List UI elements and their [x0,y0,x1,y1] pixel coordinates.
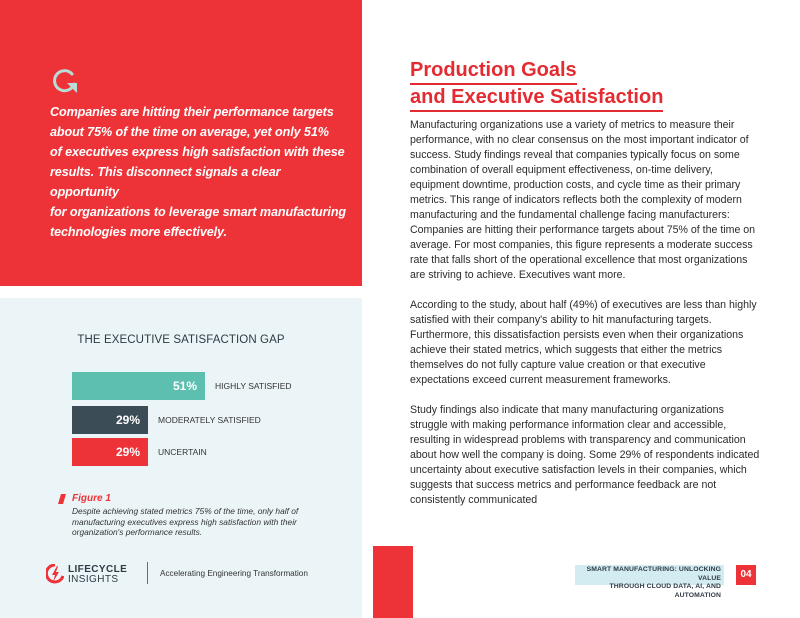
running-title [575,565,724,599]
caption-line: Despite achieving stated metrics 75% of the time, only half of [72,506,299,516]
logo-line: LIFECYCLE [68,564,128,575]
bar-category-label: UNCERTAIN [158,447,207,457]
article-body [410,118,760,523]
lifecycle-insights-logo [46,564,146,586]
quote-line: technologies more effectively. [50,225,227,239]
bar-category-label: MODERATELY SATISFIED [158,415,261,425]
bar-value-label: 51% [172,379,197,393]
figure-caption [72,506,342,538]
logo-line: INSIGHTS [68,573,119,585]
bar-uncertain [72,438,148,466]
decorative-red-strip [373,546,413,618]
paragraph: According to the study, about half (49%) of executives are less than highly satisfied with their company's ability to hit manufacturing targets. Furthermore, this dissatisfaction persists even when their organizations achieve their stated metrics, which suggests that either the metrics themselves do not fully capture value creation or that executive expectations exceed current measurement frameworks. [410,299,757,386]
running-title-line: THROUGH CLOUD DATA, AI, AND AUTOMATION [609,583,721,599]
bar-category-label: HIGHLY SATISFIED [215,381,292,391]
refresh-loop-icon [50,66,80,96]
bar-value-label: 29% [115,445,140,459]
caption-line: organization's performance results. [72,527,203,537]
quote-line: of executives express high satisfaction with these [50,145,345,159]
paragraph: Manufacturing organizations use a variety of metrics to measure their performance, with no clear consensus on the most important indicator of success. Study findings reveal that companies typically focus on some combination of overall equipment effectiveness, on-time delivery, equipment downtime, production costs, and cycle time as their primary metrics. This range of indicators reflects both the complexity of modern manufacturing and the fundamental challenge facing manufacturers: Companies are hitting their performance targets about 75% of the time on average. For most companies, this figure represents a moderate success rate that falls short of the operational excellence that most organizations are striving to achieve. Executives want more. [410,119,756,281]
logo-wordmark [68,565,127,584]
bar-value-label: 29% [115,413,140,427]
figure-marker-icon [58,494,66,504]
quote-line: Companies are hitting their performance targets [50,105,334,119]
bar-moderately-satisfied [72,406,148,434]
figure-title: Figure 1 [72,493,111,504]
caption-line: manufacturing executives express high satisfaction with their [72,516,297,527]
footer-divider [147,562,148,584]
quote-line: results. This disconnect signals a clear opportunity [50,165,281,199]
section-heading [410,58,663,112]
logo-mark-icon [46,564,64,584]
pull-quote [50,102,350,242]
quote-line: about 75% of the time on average, yet only 51% [50,125,329,139]
chart-title: THE EXECUTIVE SATISFACTION GAP [77,334,285,346]
paragraph: Study findings also indicate that many manufacturing organizations struggle with making performance information clear and accessible, resulting in widespread problems with transparency and communication about how well the company is doing. Some 29% of respondents indicated uncertainty about executive satisfaction levels in their companies, which suggests that success metrics and performance feedback are not consistently communicated [410,404,760,506]
heading-line: Production Goals [410,58,577,85]
brand-tagline: Accelerating Engineering Transformation [160,569,308,578]
page-number: 04 [736,565,756,585]
bar-highly-satisfied [72,372,205,400]
heading-line: and Executive Satisfaction [410,85,663,112]
quote-line: for organizations to leverage smart manufacturing [50,205,347,219]
running-title-line: SMART MANUFACTURING: UNLOCKING VALUE [586,566,721,582]
